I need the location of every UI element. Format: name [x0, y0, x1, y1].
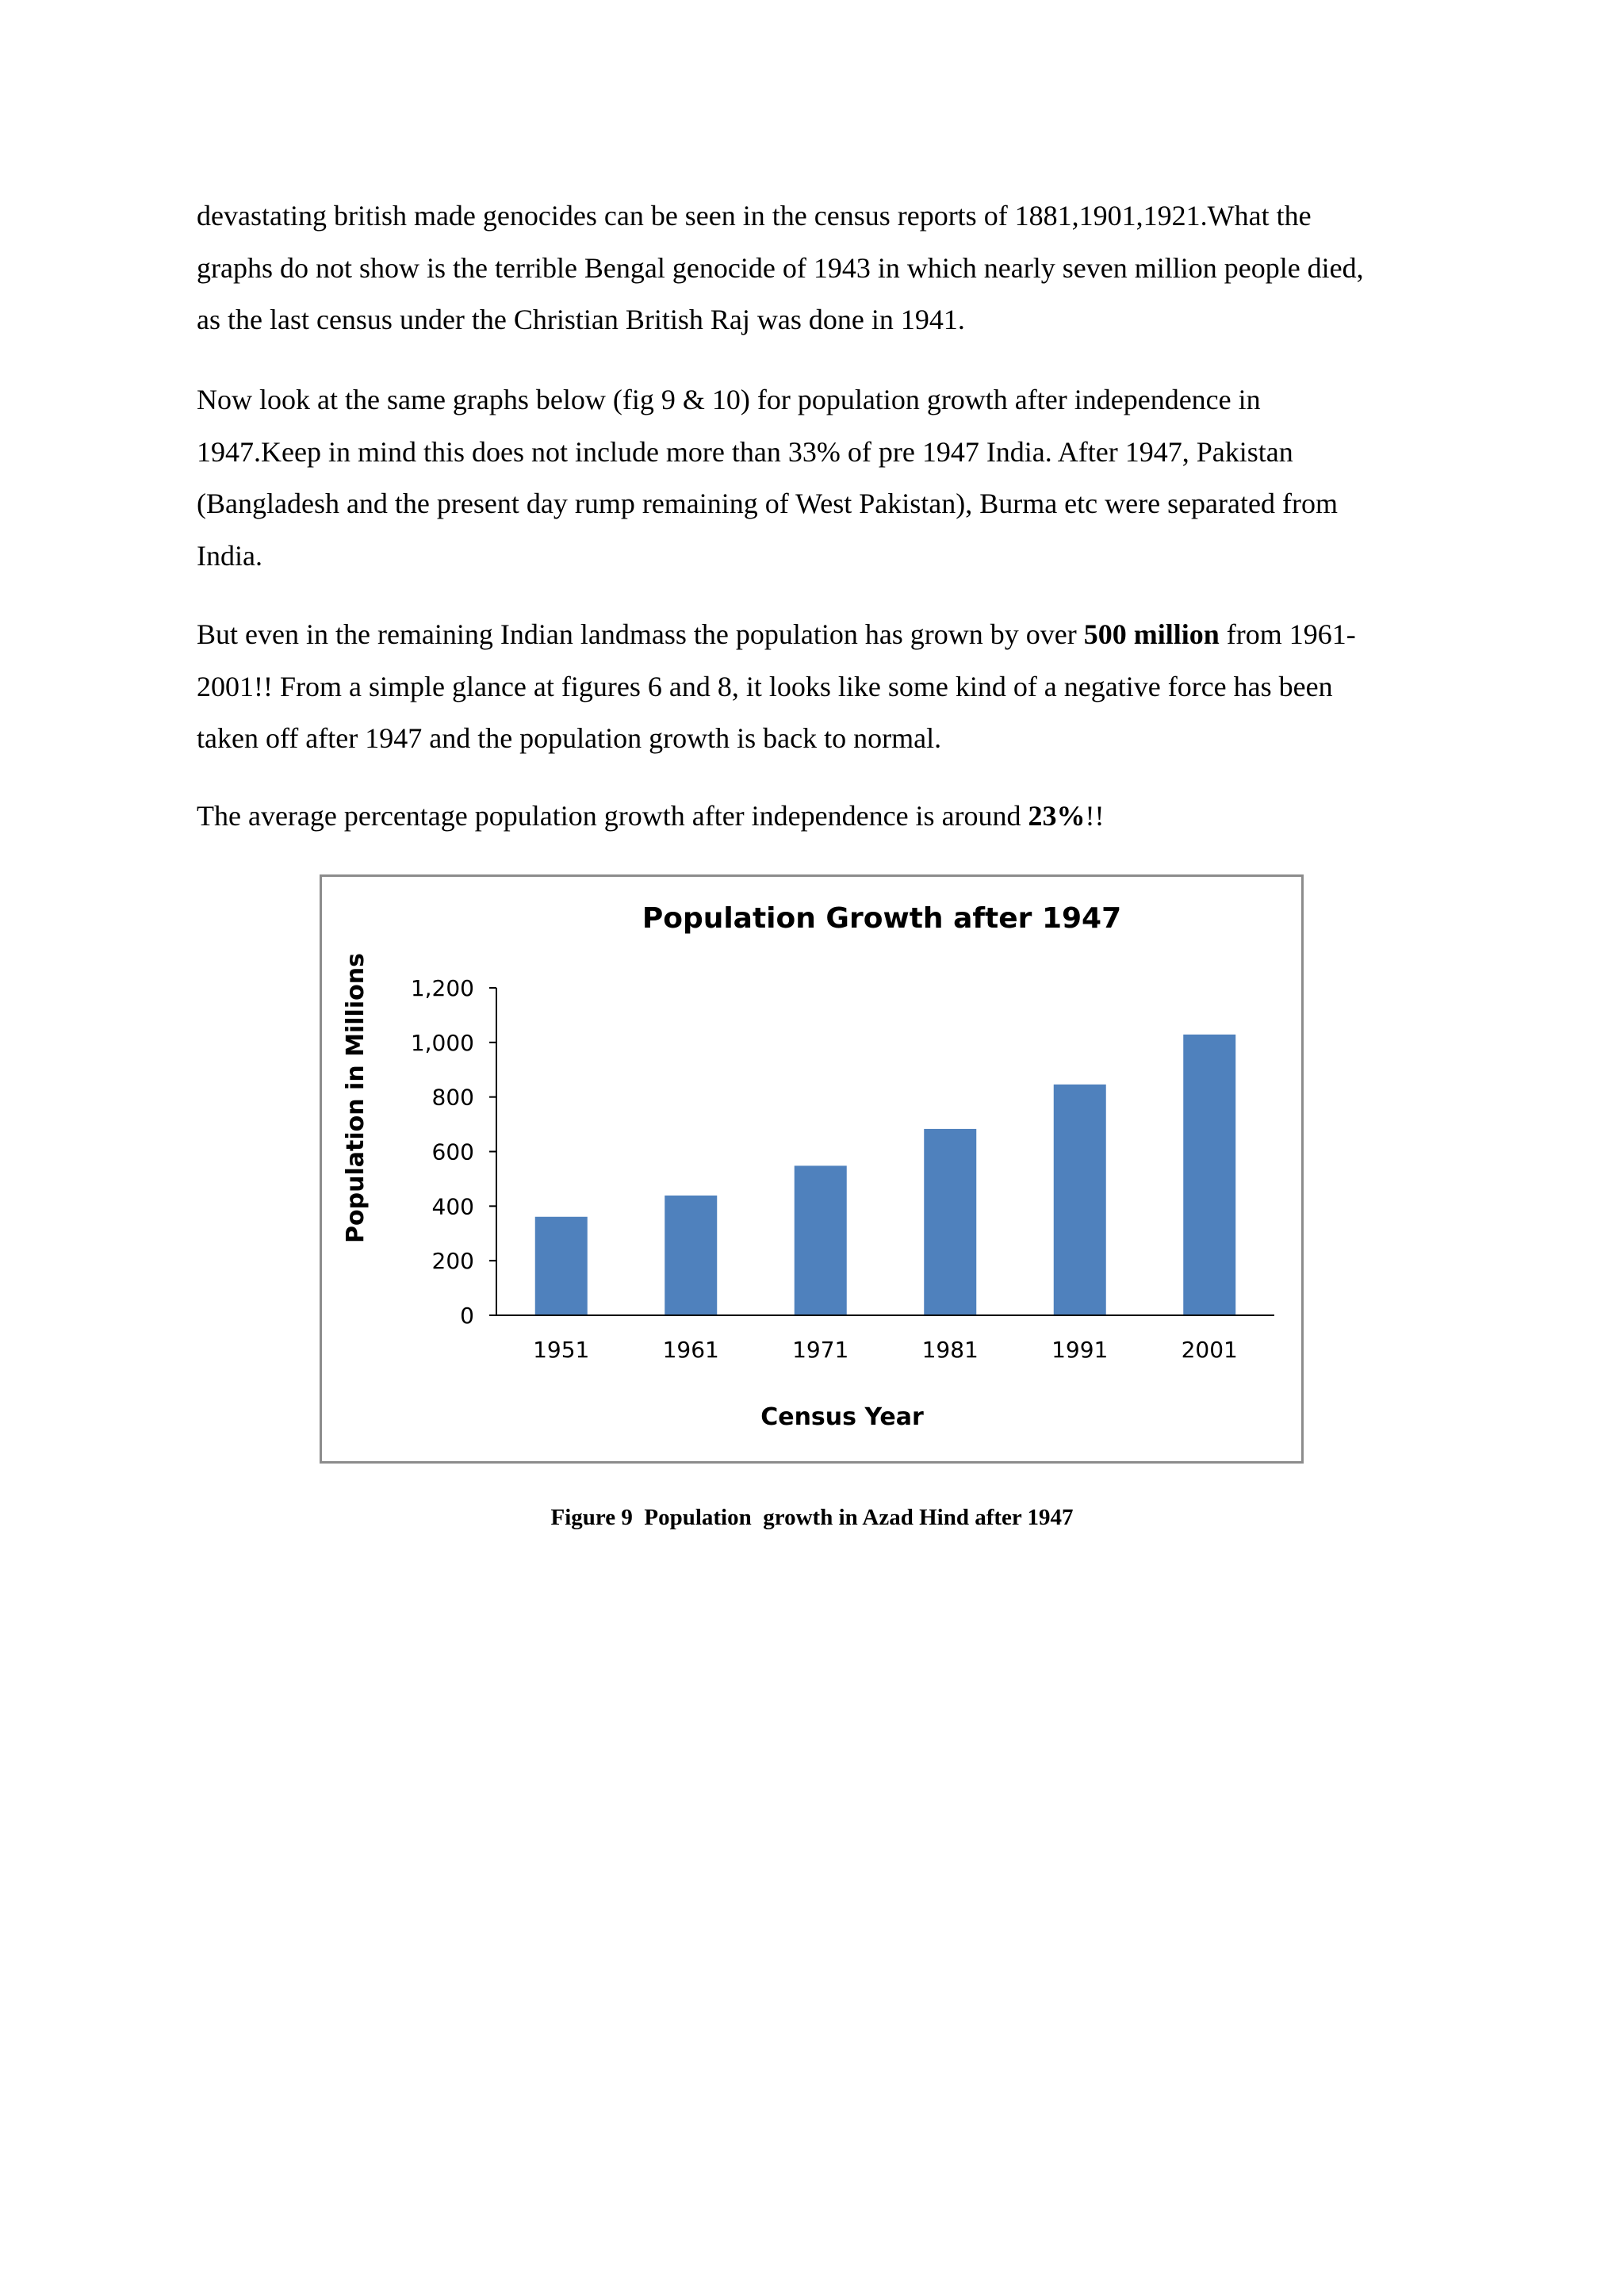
y-tick-label: 800	[431, 1084, 474, 1111]
y-tick-label: 600	[431, 1138, 474, 1165]
x-axis-title: Census Year	[760, 1403, 924, 1431]
text-run: 2001!! From a simple glance at figures 6 and 8, it looks like some kind of a negative force has been	[197, 670, 1333, 702]
x-tick-label: 1951	[533, 1337, 590, 1363]
x-tick-label: 2001	[1181, 1337, 1238, 1363]
bold-text: 23%	[1028, 800, 1086, 832]
bar	[1054, 1085, 1106, 1315]
x-tick-label: 1971	[792, 1337, 849, 1363]
bar	[924, 1129, 976, 1315]
text-line	[197, 427, 1434, 479]
y-tick-label: 400	[431, 1193, 474, 1220]
paragraph	[197, 374, 1434, 582]
bar-chart	[320, 874, 1304, 1464]
x-tick-label: 1981	[921, 1337, 979, 1363]
paragraph	[197, 790, 1434, 843]
text-line	[197, 190, 1434, 243]
text-run: 1947.Keep in mind this does not include more than 33% of pre 1947 India. After 1947, Pakistan	[197, 435, 1293, 468]
x-tick-label: 1991	[1051, 1337, 1109, 1363]
bar	[795, 1165, 847, 1315]
chart-canvas	[322, 877, 1301, 1461]
figure-caption: Figure 9 Population growth in Azad Hind after 1947	[550, 1505, 1074, 1530]
chart-title: Population Growth after 1947	[642, 902, 1122, 935]
x-tick-label: 1961	[662, 1337, 719, 1363]
text-run: (Bangladesh and the present day rump remaining of West Pakistan), Burma etc were separated from	[197, 488, 1338, 519]
y-axis-title: Population in Millions	[342, 953, 370, 1243]
text-line	[197, 374, 1434, 427]
y-tick-label: 1,200	[410, 975, 474, 1001]
y-tick-label: 200	[431, 1248, 474, 1275]
bold-text: 500 million	[1083, 618, 1220, 650]
text-run: But even in the remaining Indian landmass the population has grown by over	[197, 618, 1084, 650]
text-line	[197, 661, 1434, 714]
text-line	[197, 713, 1434, 765]
text-line	[197, 790, 1434, 843]
text-run: as the last census under the Christian British Raj was done in 1941.	[197, 304, 965, 335]
text-run: Now look at the same graphs below (fig 9 & 10) for population growth after independence in	[197, 384, 1261, 415]
text-run: India.	[197, 539, 262, 572]
text-run: graphs do not show is the terrible Bengal genocide of 1943 in which nearly seven million people died,	[197, 251, 1364, 284]
chart-marks	[411, 975, 1274, 1363]
paragraph	[197, 609, 1434, 765]
bar	[535, 1217, 588, 1315]
y-tick-label: 1,000	[410, 1029, 474, 1056]
text-line	[197, 530, 1434, 583]
text-run: The average percentage population growth after independence is around	[197, 800, 1028, 832]
bar	[665, 1196, 717, 1315]
text-run: taken off after 1947 and the population growth is back to normal.	[197, 722, 942, 754]
text-run: devastating british made genocides can be seen in the census reports of 1881,1901,1921.What the	[197, 200, 1312, 232]
text-line	[197, 609, 1434, 661]
text-run: from 1961-	[1219, 618, 1356, 650]
text-line	[197, 478, 1434, 530]
paragraph	[197, 190, 1434, 346]
text-line	[197, 243, 1434, 295]
y-tick-label: 0	[460, 1303, 474, 1329]
bar	[1183, 1035, 1235, 1315]
text-line	[197, 294, 1434, 346]
text-run: !!	[1085, 800, 1105, 832]
